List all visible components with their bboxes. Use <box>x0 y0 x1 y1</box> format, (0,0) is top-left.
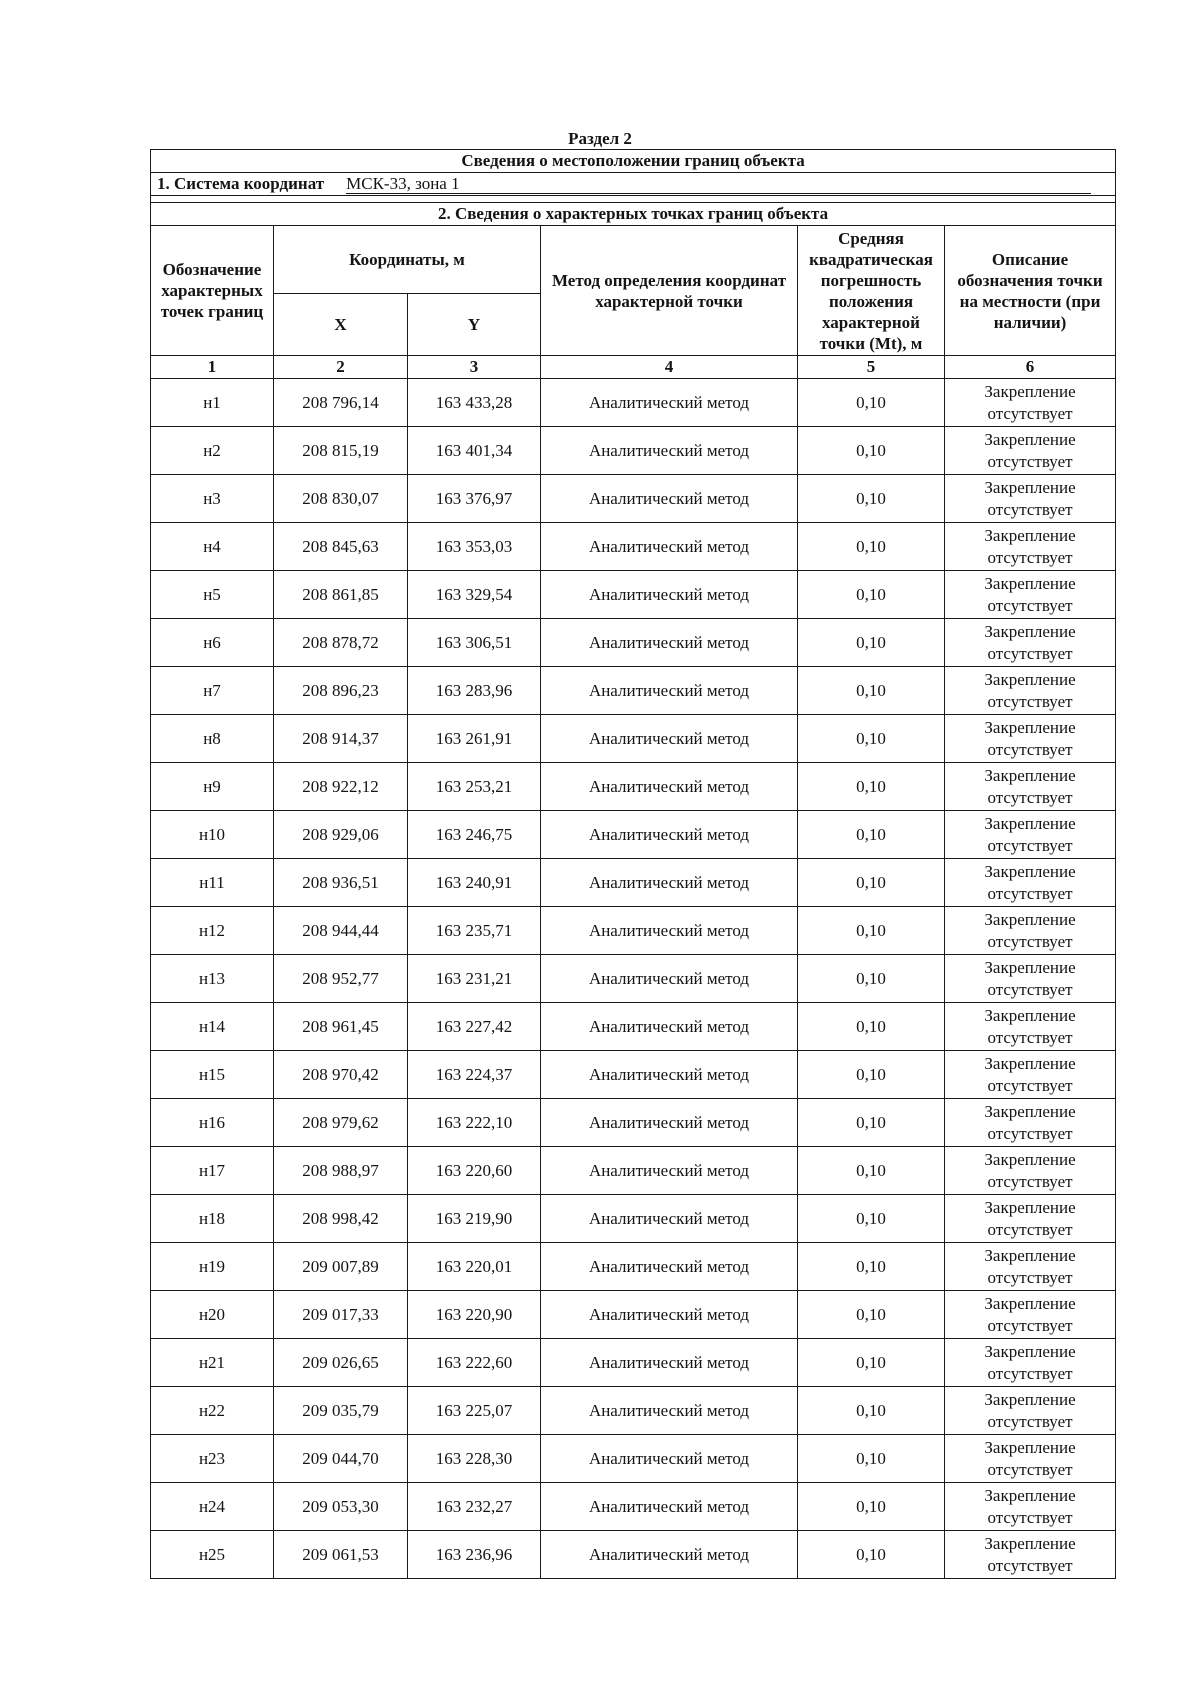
mt-error-cell: 0,10 <box>798 811 945 859</box>
y-coordinate-cell: 163 246,75 <box>408 811 541 859</box>
header-y: Y <box>408 294 541 356</box>
points-title: 2. Сведения о характерных точках границ объекта <box>151 203 1116 226</box>
table-row <box>151 1483 1116 1531</box>
x-coordinate-cell: 208 979,62 <box>274 1099 408 1147</box>
point-id-cell: н1 <box>151 379 274 427</box>
description-cell: Закрепление отсутствует <box>945 1099 1116 1147</box>
method-cell: Аналитический метод <box>541 1099 798 1147</box>
method-cell: Аналитический метод <box>541 1387 798 1435</box>
table-row <box>151 1195 1116 1243</box>
table-row <box>151 523 1116 571</box>
description-cell: Закрепление отсутствует <box>945 379 1116 427</box>
mt-error-cell: 0,10 <box>798 1339 945 1387</box>
table-row <box>151 1531 1116 1579</box>
table-row <box>151 1435 1116 1483</box>
description-cell: Закрепление отсутствует <box>945 1531 1116 1579</box>
point-id-cell: н17 <box>151 1147 274 1195</box>
y-coordinate-cell: 163 235,71 <box>408 907 541 955</box>
description-cell: Закрепление отсутствует <box>945 1387 1116 1435</box>
table-row <box>151 715 1116 763</box>
points-title-row <box>151 203 1116 226</box>
x-coordinate-cell: 209 017,33 <box>274 1291 408 1339</box>
spacer-cell <box>151 196 1116 203</box>
point-id-cell: н24 <box>151 1483 274 1531</box>
table-row <box>151 1291 1116 1339</box>
point-id-cell: н23 <box>151 1435 274 1483</box>
mt-error-cell: 0,10 <box>798 1483 945 1531</box>
y-coordinate-cell: 163 220,01 <box>408 1243 541 1291</box>
x-coordinate-cell: 209 007,89 <box>274 1243 408 1291</box>
table-row <box>151 1099 1116 1147</box>
description-cell: Закрепление отсутствует <box>945 859 1116 907</box>
table-row <box>151 475 1116 523</box>
table-title: Сведения о местоположении границ объекта <box>151 150 1116 173</box>
y-coordinate-cell: 163 401,34 <box>408 427 541 475</box>
description-cell: Закрепление отсутствует <box>945 763 1116 811</box>
table-row <box>151 1243 1116 1291</box>
description-cell: Закрепление отсутствует <box>945 1483 1116 1531</box>
x-coordinate-cell: 209 044,70 <box>274 1435 408 1483</box>
description-cell: Закрепление отсутствует <box>945 715 1116 763</box>
point-id-cell: н19 <box>151 1243 274 1291</box>
mt-error-cell: 0,10 <box>798 1195 945 1243</box>
coord-system-cell <box>151 173 1116 196</box>
y-coordinate-cell: 163 353,03 <box>408 523 541 571</box>
table-row <box>151 1003 1116 1051</box>
x-coordinate-cell: 208 861,85 <box>274 571 408 619</box>
y-coordinate-cell: 163 433,28 <box>408 379 541 427</box>
y-coordinate-cell: 163 329,54 <box>408 571 541 619</box>
x-coordinate-cell: 208 815,19 <box>274 427 408 475</box>
description-cell: Закрепление отсутствует <box>945 427 1116 475</box>
x-coordinate-cell: 208 896,23 <box>274 667 408 715</box>
header-error: Средняя квадратическая погрешность положения характерной точки (Mt), м <box>798 226 945 356</box>
column-number-row <box>151 356 1116 379</box>
mt-error-cell: 0,10 <box>798 1435 945 1483</box>
mt-error-cell: 0,10 <box>798 619 945 667</box>
header-method: Метод определения координат характерной точки <box>541 226 798 356</box>
point-id-cell: н20 <box>151 1291 274 1339</box>
y-coordinate-cell: 163 232,27 <box>408 1483 541 1531</box>
table-body <box>151 150 1116 1579</box>
point-id-cell: н9 <box>151 763 274 811</box>
table-row <box>151 955 1116 1003</box>
mt-error-cell: 0,10 <box>798 475 945 523</box>
y-coordinate-cell: 163 236,96 <box>408 1531 541 1579</box>
description-cell: Закрепление отсутствует <box>945 1147 1116 1195</box>
method-cell: Аналитический метод <box>541 427 798 475</box>
y-coordinate-cell: 163 227,42 <box>408 1003 541 1051</box>
x-coordinate-cell: 209 026,65 <box>274 1339 408 1387</box>
x-coordinate-cell: 208 952,77 <box>274 955 408 1003</box>
mt-error-cell: 0,10 <box>798 1531 945 1579</box>
column-number: 3 <box>408 356 541 379</box>
y-coordinate-cell: 163 222,60 <box>408 1339 541 1387</box>
method-cell: Аналитический метод <box>541 619 798 667</box>
x-coordinate-cell: 208 830,07 <box>274 475 408 523</box>
y-coordinate-cell: 163 225,07 <box>408 1387 541 1435</box>
mt-error-cell: 0,10 <box>798 907 945 955</box>
method-cell: Аналитический метод <box>541 1291 798 1339</box>
x-coordinate-cell: 209 035,79 <box>274 1387 408 1435</box>
y-coordinate-cell: 163 283,96 <box>408 667 541 715</box>
point-id-cell: н13 <box>151 955 274 1003</box>
header-coordinates: Координаты, м <box>274 226 541 294</box>
point-id-cell: н4 <box>151 523 274 571</box>
y-coordinate-cell: 163 253,21 <box>408 763 541 811</box>
point-id-cell: н8 <box>151 715 274 763</box>
coord-system-label: 1. Система координат <box>157 174 325 193</box>
point-id-cell: н11 <box>151 859 274 907</box>
method-cell: Аналитический метод <box>541 763 798 811</box>
method-cell: Аналитический метод <box>541 1147 798 1195</box>
method-cell: Аналитический метод <box>541 571 798 619</box>
method-cell: Аналитический метод <box>541 715 798 763</box>
boundary-points-table <box>150 149 1116 1579</box>
mt-error-cell: 0,10 <box>798 763 945 811</box>
table-row <box>151 1339 1116 1387</box>
point-id-cell: н16 <box>151 1099 274 1147</box>
table-row <box>151 907 1116 955</box>
column-number: 4 <box>541 356 798 379</box>
coord-system-row <box>151 173 1116 196</box>
mt-error-cell: 0,10 <box>798 667 945 715</box>
method-cell: Аналитический метод <box>541 1195 798 1243</box>
header-row-1 <box>151 226 1116 294</box>
column-number: 5 <box>798 356 945 379</box>
description-cell: Закрепление отсутствует <box>945 955 1116 1003</box>
description-cell: Закрепление отсутствует <box>945 907 1116 955</box>
y-coordinate-cell: 163 222,10 <box>408 1099 541 1147</box>
point-id-cell: н5 <box>151 571 274 619</box>
x-coordinate-cell: 208 961,45 <box>274 1003 408 1051</box>
point-id-cell: н14 <box>151 1003 274 1051</box>
y-coordinate-cell: 163 220,90 <box>408 1291 541 1339</box>
mt-error-cell: 0,10 <box>798 955 945 1003</box>
description-cell: Закрепление отсутствует <box>945 811 1116 859</box>
section-title: Раздел 2 <box>568 129 632 148</box>
y-coordinate-cell: 163 220,60 <box>408 1147 541 1195</box>
point-id-cell: н15 <box>151 1051 274 1099</box>
x-coordinate-cell: 209 053,30 <box>274 1483 408 1531</box>
point-id-cell: н25 <box>151 1531 274 1579</box>
method-cell: Аналитический метод <box>541 859 798 907</box>
mt-error-cell: 0,10 <box>798 1147 945 1195</box>
mt-error-cell: 0,10 <box>798 1291 945 1339</box>
description-cell: Закрепление отсутствует <box>945 523 1116 571</box>
mt-error-cell: 0,10 <box>798 1003 945 1051</box>
spacer-row <box>151 196 1116 203</box>
x-coordinate-cell: 208 796,14 <box>274 379 408 427</box>
mt-error-cell: 0,10 <box>798 859 945 907</box>
y-coordinate-cell: 163 306,51 <box>408 619 541 667</box>
point-id-cell: н2 <box>151 427 274 475</box>
point-id-cell: н6 <box>151 619 274 667</box>
description-cell: Закрепление отсутствует <box>945 571 1116 619</box>
x-coordinate-cell: 208 998,42 <box>274 1195 408 1243</box>
description-cell: Закрепление отсутствует <box>945 1291 1116 1339</box>
mt-error-cell: 0,10 <box>798 379 945 427</box>
mt-error-cell: 0,10 <box>798 523 945 571</box>
header-x: X <box>274 294 408 356</box>
mt-error-cell: 0,10 <box>798 1387 945 1435</box>
method-cell: Аналитический метод <box>541 1483 798 1531</box>
mt-error-cell: 0,10 <box>798 1243 945 1291</box>
description-cell: Закрепление отсутствует <box>945 475 1116 523</box>
table-row <box>151 427 1116 475</box>
y-coordinate-cell: 163 224,37 <box>408 1051 541 1099</box>
point-id-cell: н3 <box>151 475 274 523</box>
description-cell: Закрепление отсутствует <box>945 619 1116 667</box>
y-coordinate-cell: 163 376,97 <box>408 475 541 523</box>
method-cell: Аналитический метод <box>541 475 798 523</box>
x-coordinate-cell: 208 936,51 <box>274 859 408 907</box>
method-cell: Аналитический метод <box>541 1051 798 1099</box>
point-id-cell: н7 <box>151 667 274 715</box>
method-cell: Аналитический метод <box>541 1339 798 1387</box>
table-row <box>151 763 1116 811</box>
table-row <box>151 667 1116 715</box>
mt-error-cell: 0,10 <box>798 1051 945 1099</box>
x-coordinate-cell: 208 878,72 <box>274 619 408 667</box>
point-id-cell: н21 <box>151 1339 274 1387</box>
point-id-cell: н10 <box>151 811 274 859</box>
method-cell: Аналитический метод <box>541 1243 798 1291</box>
method-cell: Аналитический метод <box>541 667 798 715</box>
method-cell: Аналитический метод <box>541 1435 798 1483</box>
description-cell: Закрепление отсутствует <box>945 1339 1116 1387</box>
description-cell: Закрепление отсутствует <box>945 1243 1116 1291</box>
x-coordinate-cell: 208 922,12 <box>274 763 408 811</box>
y-coordinate-cell: 163 240,91 <box>408 859 541 907</box>
column-number: 1 <box>151 356 274 379</box>
mt-error-cell: 0,10 <box>798 715 945 763</box>
table-row <box>151 1147 1116 1195</box>
mt-error-cell: 0,10 <box>798 427 945 475</box>
table-title-row <box>151 150 1116 173</box>
point-id-cell: н12 <box>151 907 274 955</box>
description-cell: Закрепление отсутствует <box>945 1003 1116 1051</box>
method-cell: Аналитический метод <box>541 811 798 859</box>
method-cell: Аналитический метод <box>541 1003 798 1051</box>
x-coordinate-cell: 208 845,63 <box>274 523 408 571</box>
y-coordinate-cell: 163 219,90 <box>408 1195 541 1243</box>
x-coordinate-cell: 208 944,44 <box>274 907 408 955</box>
x-coordinate-cell: 208 929,06 <box>274 811 408 859</box>
method-cell: Аналитический метод <box>541 955 798 1003</box>
x-coordinate-cell: 209 061,53 <box>274 1531 408 1579</box>
table-row <box>151 859 1116 907</box>
header-description: Описание обозначения точки на местности (при наличии) <box>945 226 1116 356</box>
y-coordinate-cell: 163 228,30 <box>408 1435 541 1483</box>
header-point-designation: Обозначение характерных точек границ <box>151 226 274 356</box>
method-cell: Аналитический метод <box>541 907 798 955</box>
point-id-cell: н18 <box>151 1195 274 1243</box>
y-coordinate-cell: 163 231,21 <box>408 955 541 1003</box>
description-cell: Закрепление отсутствует <box>945 1195 1116 1243</box>
mt-error-cell: 0,10 <box>798 571 945 619</box>
method-cell: Аналитический метод <box>541 523 798 571</box>
table-row <box>151 619 1116 667</box>
column-number: 2 <box>274 356 408 379</box>
table-row <box>151 811 1116 859</box>
x-coordinate-cell: 208 914,37 <box>274 715 408 763</box>
description-cell: Закрепление отсутствует <box>945 1435 1116 1483</box>
method-cell: Аналитический метод <box>541 379 798 427</box>
description-cell: Закрепление отсутствует <box>945 667 1116 715</box>
column-number: 6 <box>945 356 1116 379</box>
x-coordinate-cell: 208 988,97 <box>274 1147 408 1195</box>
mt-error-cell: 0,10 <box>798 1099 945 1147</box>
x-coordinate-cell: 208 970,42 <box>274 1051 408 1099</box>
coord-system-value: МСК-33, зона 1 <box>346 174 1091 194</box>
y-coordinate-cell: 163 261,91 <box>408 715 541 763</box>
description-cell: Закрепление отсутствует <box>945 1051 1116 1099</box>
table-row <box>151 1051 1116 1099</box>
method-cell: Аналитический метод <box>541 1531 798 1579</box>
table-row <box>151 1387 1116 1435</box>
table-row <box>151 379 1116 427</box>
table-row <box>151 571 1116 619</box>
point-id-cell: н22 <box>151 1387 274 1435</box>
